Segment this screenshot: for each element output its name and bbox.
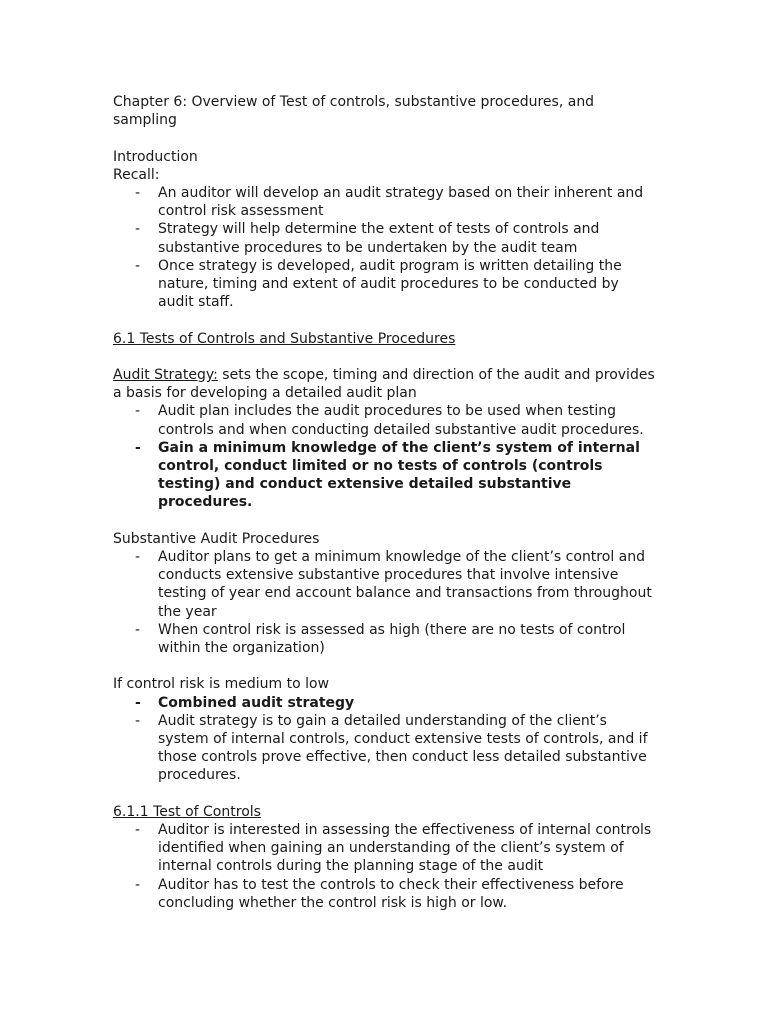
document-page — [113, 93, 658, 912]
audit-strategy-text: sets the scope, timing and direction of the audit and provides a basis for developing a detailed audit plan — [113, 367, 655, 402]
intro-heading: Introduction — [113, 148, 198, 165]
section-heading-6-1-1: 6.1.1 Test of Controls — [113, 803, 261, 820]
list-item: - Combined audit strategy — [113, 694, 658, 712]
chapter-title: Chapter 6: Overview of Test of controls, substantive procedures, and sampling — [113, 94, 595, 129]
list-item: - When control risk is assessed as high (there are no tests of control within the organization) — [113, 621, 658, 657]
list-item: - Audit strategy is to gain a detailed understanding of the client’s system of internal controls, conduct extensive tests of controls, and if those controls prove effective, then conduct less detailed substantive procedures. — [113, 712, 658, 785]
audit-strategy-definition — [113, 366, 658, 402]
test-of-controls-list — [113, 821, 658, 912]
list-item: - An auditor will develop an audit strategy based on their inherent and control risk assessment — [113, 184, 658, 220]
list-item: - Auditor plans to get a minimum knowledge of the client’s control and conducts extensive substantive procedures that involve intensive testing of year end account balance and transactions from throughout the year — [113, 548, 658, 621]
list-item: - Once strategy is developed, audit program is written detailing the nature, timing and extent of audit procedures to be conducted by audit staff. — [113, 257, 658, 312]
audit-strategy-list — [113, 402, 658, 511]
spacer — [113, 785, 658, 803]
spacer — [113, 512, 658, 530]
list-item: - Audit plan includes the audit procedures to be used when testing controls and when conducting detailed substantive audit procedures. — [113, 402, 658, 438]
medium-low-heading: If control risk is medium to low — [113, 676, 330, 693]
list-item: - Strategy will help determine the extent of tests of controls and substantive procedures to be undertaken by the audit team — [113, 220, 658, 256]
audit-strategy-term: Audit Strategy: — [113, 367, 218, 383]
list-item: - Auditor is interested in assessing the effectiveness of internal controls identified when gaining an understanding of the client’s system of internal controls during the planning stage of the audit — [113, 821, 658, 876]
spacer — [113, 311, 658, 329]
spacer — [113, 129, 658, 147]
list-item: - Auditor has to test the controls to check their effectiveness before concluding whether the control risk is high or low. — [113, 876, 658, 912]
spacer — [113, 657, 658, 675]
spacer — [113, 348, 658, 366]
substantive-heading: Substantive Audit Procedures — [113, 530, 320, 547]
substantive-list — [113, 548, 658, 657]
intro-list — [113, 184, 658, 311]
section-heading-6-1: 6.1 Tests of Controls and Substantive Procedures — [113, 330, 456, 347]
list-item: - Gain a minimum knowledge of the client’s system of internal control, conduct limited or no tests of controls (controls testing) and conduct extensive detailed substantive procedures. — [113, 439, 658, 512]
medium-low-list — [113, 694, 658, 785]
recall-label: Recall: — [113, 166, 160, 183]
